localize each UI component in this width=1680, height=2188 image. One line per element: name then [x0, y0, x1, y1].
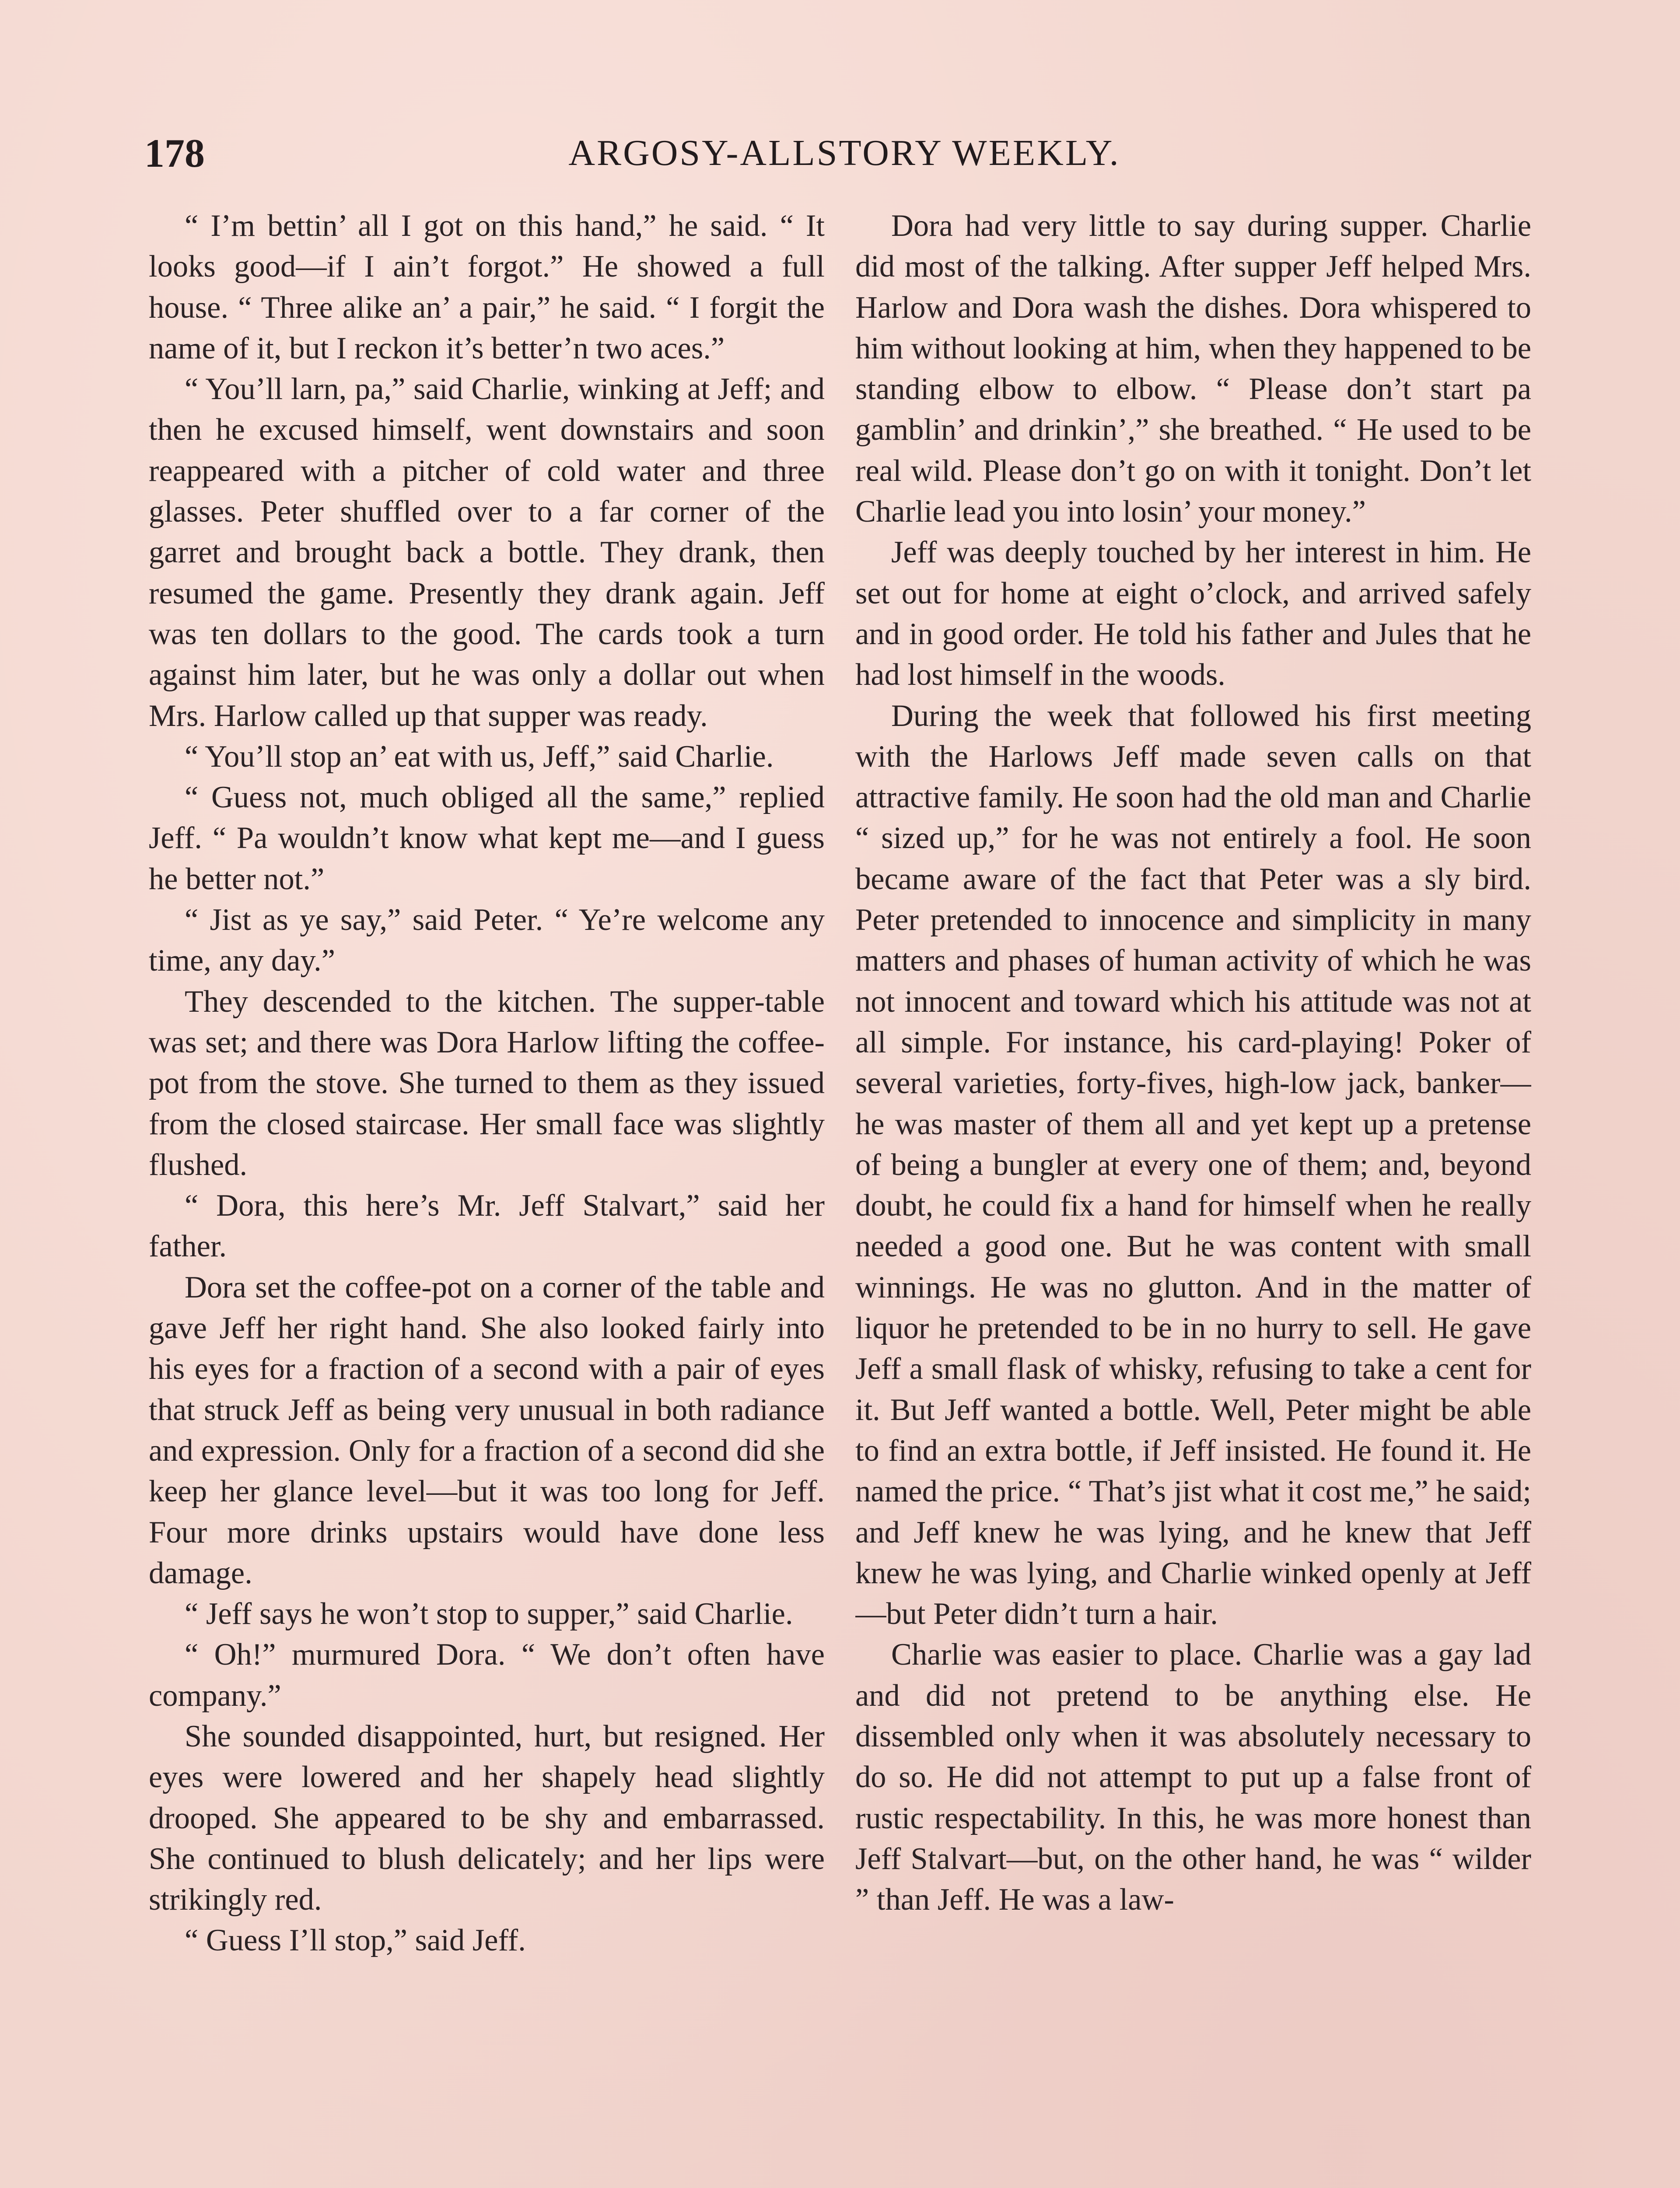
paragraph: They descended to the kitchen. The supper-table was set; and there was Dora Harlow lifting the coffee-pot from the stove. She turned to them as they issued from the closed staircase. Her small face was slightly flushed. [149, 984, 825, 1182]
left-column [149, 206, 825, 2188]
page-number: 178 [144, 131, 205, 175]
paragraph: “ Jeff says he won’t stop to supper,” said Charlie. [185, 1597, 793, 1631]
paragraph: “ Dora, this here’s Mr. Jeff Stalvart,” said her father. [149, 1189, 825, 1264]
paragraph: “ I’m bettin’ all I got on this hand,” he said. “ It looks good—if I ain’t forgot.” He showed a full house. “ Three alike an’ a pair,” he said. “ I forgit the name of it, but I reckon it’s better’n two aces.” [149, 209, 825, 365]
paragraph: Dora had very little to say during supper. Charlie did most of the talking. After supper Jeff helped Mrs. Harlow and Dora wash the dishes. Dora whispered to him without looking at him, when they happened to be standing elbow to elbow. “ Please don’t start pa gamblin’ and drinkin’,” she breathed. “ He used to be real wild. Please don’t go on with it tonight. Don’t let Charlie lead you into losin’ your money.” [855, 209, 1531, 529]
right-column [855, 206, 1531, 2188]
paragraph: “ Oh!” murmured Dora. “ We don’t often have company.” [149, 1637, 825, 1713]
paragraph: “ Guess I’ll stop,” said Jeff. [185, 1923, 526, 1958]
paragraph: “ You’ll larn, pa,” said Charlie, winking at Jeff; and then he excused himself, went downstairs and soon reappeared with a pitcher of cold water and three glasses. Peter shuffled over to a far corner of the garret and brought back a bottle. They drank, then resumed the game. Presently they drank again. Jeff was ten dollars to the good. The cards took a turn against him later, but he was only a dollar out when Mrs. Harlow called up that supper was ready. [149, 372, 825, 733]
paragraph: During the week that followed his first meeting with the Harlows Jeff made seven calls on that attractive family. He soon had the old man and Charlie “ sized up,” for he was not entirely a fool. He soon became aware of the fact that Peter was a sly bird. Peter pretended to innocence and simplicity in many matters and phases of human activity of which he was not innocent and toward which his attitude was not at all simple. For instance, his card-playing! Poker of several varieties, forty-fives, high-low jack, banker—he was master of them all and yet kept up a pretense of being a bungler at every one of them; and, beyond doubt, he could fix a hand for himself when he really needed a good one. But he was content with small winnings. He was no glutton. And in the matter of liquor he pretended to be in no hurry to sell. He gave Jeff a small flask of whisky, refusing to take a cent for it. But Jeff wanted a bottle. Well, Peter might be able to find an extra bottle, if Jeff insisted. He found it. He named the price. “ That’s jist what it cost me,” he said; and Jeff knew he was lying, and he knew that Jeff knew he was lying, and Charlie winked openly at Jeff—but Peter didn’t turn a hair. [855, 698, 1531, 1631]
paragraph: Charlie was easier to place. Charlie was a gay lad and did not pretend to be anything else. He dissembled only when it was absolutely necessary to do so. He did not attempt to put up a false front of rustic respectability. In this, he was more honest than Jeff Stalvart—but, on the other hand, he was “ wilder ” than Jeff. He was a law- [855, 1637, 1531, 1917]
page-header [144, 127, 1544, 184]
paragraph: She sounded disappointed, hurt, but resigned. Her eyes were lowered and her shapely head slightly drooped. She appeared to be shy and embarrassed. She continued to blush delicately; and her lips were strikingly red. [149, 1719, 825, 1917]
paragraph: “ You’ll stop an’ eat with us, Jeff,” said Charlie. [185, 739, 774, 774]
paragraph: Dora set the coffee-pot on a corner of the table and gave Jeff her right hand. She also looked fairly into his eyes for a fraction of a second with a pair of eyes that struck Jeff as being very unusual in both radiance and expression. Only for a fraction of a second did she keep her glance level—but it was too long for Jeff. Four more drinks upstairs would have done less damage. [149, 1270, 825, 1590]
paragraph: “ Guess not, much obliged all the same,” replied Jeff. “ Pa wouldn’t know what kept me—and I guess he better not.” [149, 780, 825, 896]
paragraph: Jeff was deeply touched by her interest in him. He set out for home at eight o’clock, and arrived safely and in good order. He told his father and Jules that he had lost himself in the woods. [855, 535, 1531, 692]
running-head: ARGOSY-ALLSTORY WEEKLY. [568, 133, 1120, 173]
paragraph: “ Jist as ye say,” said Peter. “ Ye’re welcome any time, any day.” [149, 903, 825, 978]
